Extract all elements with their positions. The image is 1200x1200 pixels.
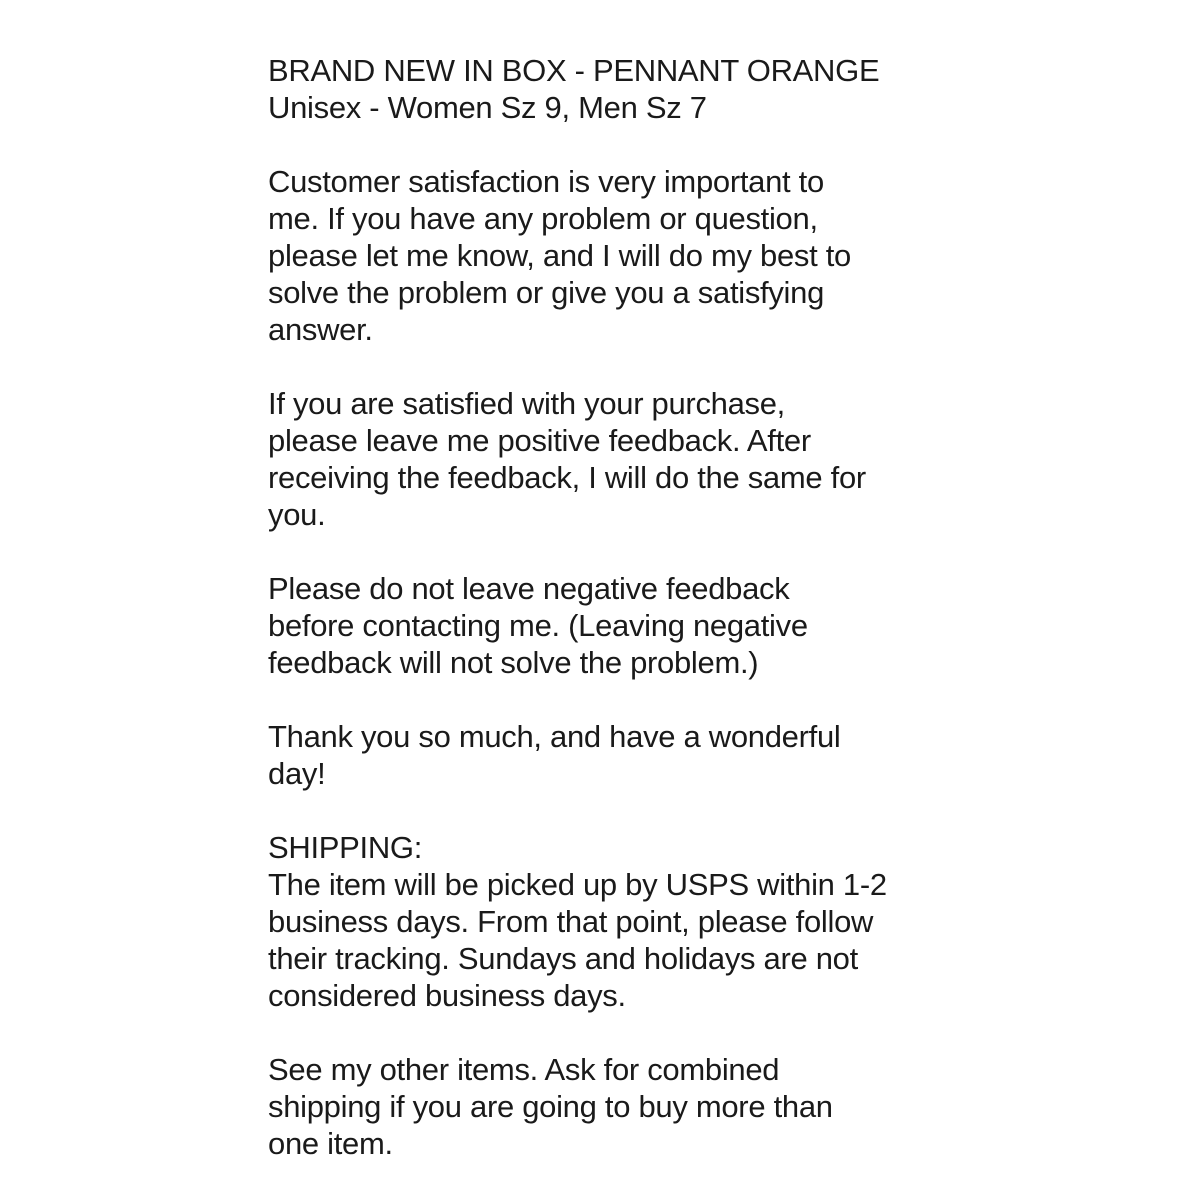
listing-description (268, 52, 1168, 1162)
paragraph-gap (268, 348, 1168, 385)
shipping-section (268, 829, 1168, 1014)
thanks-paragraph (268, 718, 1168, 792)
paragraph-line: feedback will not solve the problem.) (268, 645, 759, 680)
paragraph-line: considered business days. (268, 978, 626, 1013)
paragraph-gap (268, 126, 1168, 163)
paragraph-line: before contacting me. (Leaving negative (268, 608, 808, 643)
paragraph-line: one item. (268, 1126, 393, 1161)
satisfaction-paragraph (268, 163, 1168, 348)
paragraph-line: The item will be picked up by USPS within 1-2 (268, 867, 887, 902)
feedback-paragraph (268, 385, 1168, 533)
paragraph-line: solve the problem or give you a satisfying (268, 275, 825, 310)
paragraph-line: answer. (268, 312, 373, 347)
paragraph-gap (268, 533, 1168, 570)
paragraph-line: please leave me positive feedback. After (268, 423, 811, 458)
paragraph-line: me. If you have any problem or question, (268, 201, 818, 236)
paragraph-line: Please do not leave negative feedback (268, 571, 790, 606)
header-block (268, 52, 1168, 126)
paragraph-line: their tracking. Sundays and holidays are not (268, 941, 858, 976)
paragraph-line: please let me know, and I will do my best to (268, 238, 851, 273)
paragraph-gap (268, 1014, 1168, 1051)
paragraph-line: day! (268, 756, 326, 791)
paragraph-gap (268, 681, 1168, 718)
paragraph-line: business days. From that point, please follow (268, 904, 874, 939)
listing-sizing: Unisex - Women Sz 9, Men Sz 7 (268, 90, 707, 125)
negative-feedback-paragraph (268, 570, 1168, 681)
paragraph-line: Customer satisfaction is very important to (268, 164, 824, 199)
paragraph-gap (268, 792, 1168, 829)
shipping-heading: SHIPPING: (268, 830, 423, 865)
paragraph-line: shipping if you are going to buy more than (268, 1089, 833, 1124)
paragraph-line: Thank you so much, and have a wonderful (268, 719, 841, 754)
paragraph-line: you. (268, 497, 326, 532)
paragraph-line: If you are satisfied with your purchase, (268, 386, 785, 421)
other-items-paragraph (268, 1051, 1168, 1162)
paragraph-line: receiving the feedback, I will do the same for (268, 460, 866, 495)
listing-title: BRAND NEW IN BOX - PENNANT ORANGE (268, 53, 880, 88)
paragraph-line: See my other items. Ask for combined (268, 1052, 780, 1087)
